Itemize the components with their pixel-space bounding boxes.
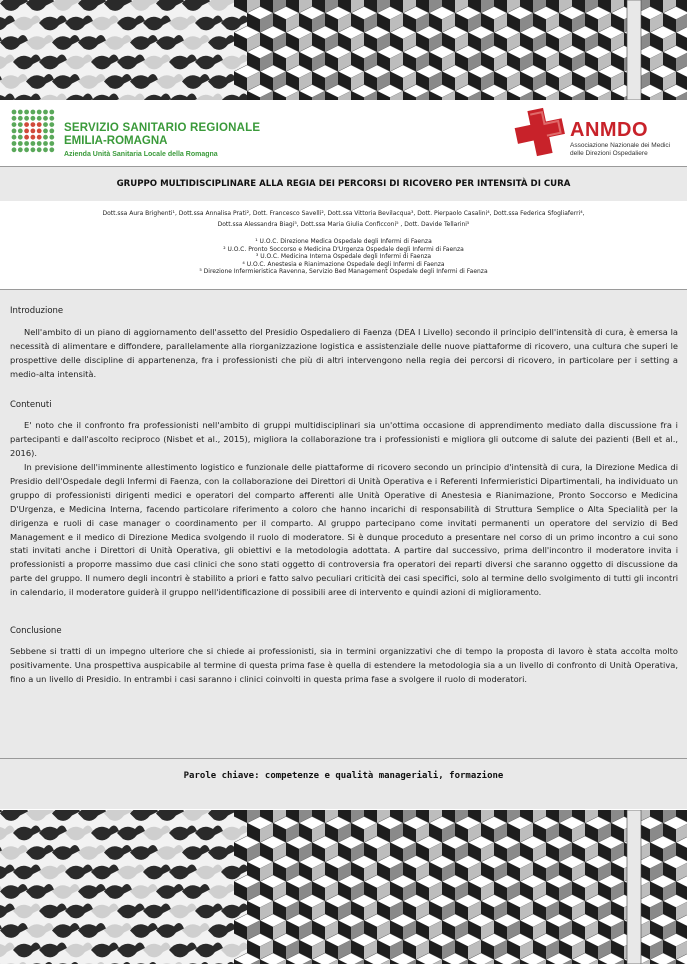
anmdo-logo	[512, 105, 682, 163]
keywords-line: Parole chiave: competenze e qualità manageriali, formazione	[183, 771, 504, 781]
section-heading-content: Contenuti	[10, 400, 52, 410]
tessellation-artwork	[0, 0, 687, 100]
affiliation-2: ² U.O.C. Pronto Soccorso e Medicina D'Urgenza Ospedale degli Infermi di Faenza	[223, 245, 464, 253]
anmdo-cross-icon	[514, 107, 566, 157]
logo-left-line3: Azienda Unità Sanitaria Locale della Romagna	[64, 151, 218, 158]
affiliation-3: ³ U.O.C. Medicina Interna Ospedale degli Infermi di Faenza	[255, 253, 432, 261]
section-heading-intro: Introduzione	[10, 306, 64, 316]
authors-block	[40, 209, 647, 230]
conclusion-paragraph: Sebbene si tratti di un impegno ulteriore che si chiede ai professionisti, sia in termini organizzativi che di tempo la proposta di lavoro è stata accolta molto positivamente. Una prospettiva auspicabile al termine di questa prima fase è quella di estendere la metodologia sia a un livello di confronto di Unità Operativa, fino a un livello di Presidio. In entrambi i casi saranno i clinici coinvolti in questa prima fase a svolgere il ruolo di moderatori.	[10, 646, 678, 684]
bottom-banner-artwork	[0, 810, 687, 964]
keywords-band	[0, 759, 687, 809]
content-paragraph-2: In previsione dell'imminente allestimento logistico e funzionale delle piattaforme di ricovero secondo un principio d'intensità di cura, la Direzione Medica di Presidio dell'Ospedale degli Infermi di Faenza, con la collaborazione dei Direttori di Unità Operativa e i Referenti Infermieristici Dipartimentali, ha individuato un gruppo di professionisti dirigenti medici e operatori del comparto afferenti alle Unità Operative di Anestesia e Rianimazione, Pronto Soccorso e Medicina D'Urgenza, e Medicina Interna, facendo particolare riferimento a coloro che hanno incarichi di responsabilità di Struttura Semplice o Alta Specialità per la dirigenza e ruoli di case manager o coordinamento per il comparto. Al gruppo partecipano come invitati permanenti un operatore del servizio di Bed Management e il medico di Direzione Medica svolgendo il ruolo di moderatore. Si è dunque proceduto a presentare nel corso di un primo incontro a cui sono stati invitati anche i Direttori di Unità Operativa, gli obiettivi e la metodologia adottata. A partire dal successivo, prima dell'incontro il moderatore invita i professionisti a proporre massimo due casi clinici che sono stati oggetto di controversia fra operatori dei reparti diversi che saranno oggetto di discussione da parte del gruppo. Il numero degli incontri è stabilito a priori e fatto salvo peculiari criticità dei casi specifici, solo al termine dello svolgimento di tutti gli incontri in calendario, il moderatore guiderà il gruppo nell'identificazione di possibili aree di intervento e quindi azioni di miglioramento.	[10, 462, 678, 598]
logo-left-line2: EMILIA-ROMAGNA	[64, 135, 168, 147]
content-paragraph-1: E' noto che il confronto fra professionisti nell'ambito di gruppi multidisciplinari sia un'ottima occasione di apprendimento mediato dalla discussione fra i partecipanti e dall'ascolto reciproco (Nisbet et al., 2015), migliora la collaborazione tra i professionisti e migliora gli outcome di salute dei pazienti (Bell et al., 2016).	[10, 420, 678, 458]
affiliation-5: ⁵ Direzione Infermieristica Ravenna, Servizio Bed Management Ospedale degli Infermi di Faenza	[199, 268, 488, 276]
affiliation-4: ⁴ U.O.C. Anestesia e Rianimazione Ospedale degli Infermi di Faenza	[242, 260, 445, 268]
authors-line-1: Dott.ssa Aura Brighenti¹, Dott.ssa Annalisa Prati², Dott. Francesco Savelli², Dott.ssa Vittoria Bevilacqua³, Dott. Pierpaolo Casalini⁴, Dott.ssa Federica Sfogliaferri⁴,	[102, 210, 585, 217]
anmdo-subtitle-1: Associazione Nazionale dei Medici	[570, 142, 671, 149]
anmdo-title: ANMDO	[570, 119, 649, 141]
tessellation-artwork	[0, 810, 687, 964]
intro-paragraph: Nell'ambito di un piano di aggiornamento dell'assetto del Presidio Ospedaliero di Faenza (DEA I Livello) secondo il principio dell'intensità di cura, è emersa la necessità di alimentare e diffondere, parallelamente alla riorganizzazione logistica e assistenziale delle nuove piattaforme di ricovero, una cultura che superi le prospettive delle discipline di appartenenza, fra i professionisti che più di altri intervengono nella regia dei percorsi di ricovero, in particolare per i setting a medio-alta intensità.	[10, 327, 678, 379]
ssr-emilia-romagna-logo	[10, 108, 270, 160]
affiliations-block	[40, 238, 647, 276]
poster-title: GRUPPO MULTIDISCIPLINARE ALLA REGIA DEI PERCORSI DI RICOVERO PER INTENSITÀ DI CURA	[116, 179, 571, 189]
authors-line-2: Dott.ssa Alessandra Biagi⁵, Dott.ssa Maria Giulia Conficconi⁵ , Dott. Davide Tellarini⁵	[217, 220, 470, 228]
affiliation-1: ¹ U.O.C. Direzione Medica Ospedale degli Infermi di Faenza	[255, 238, 432, 245]
top-banner-artwork	[0, 0, 687, 100]
anmdo-subtitle-2: delle Direzioni Ospedaliere	[570, 150, 648, 157]
ssr-grid-icon	[10, 108, 56, 154]
logo-left-line1: SERVIZIO SANITARIO REGIONALE	[64, 122, 261, 134]
section-heading-conclusion: Conclusione	[10, 626, 62, 636]
